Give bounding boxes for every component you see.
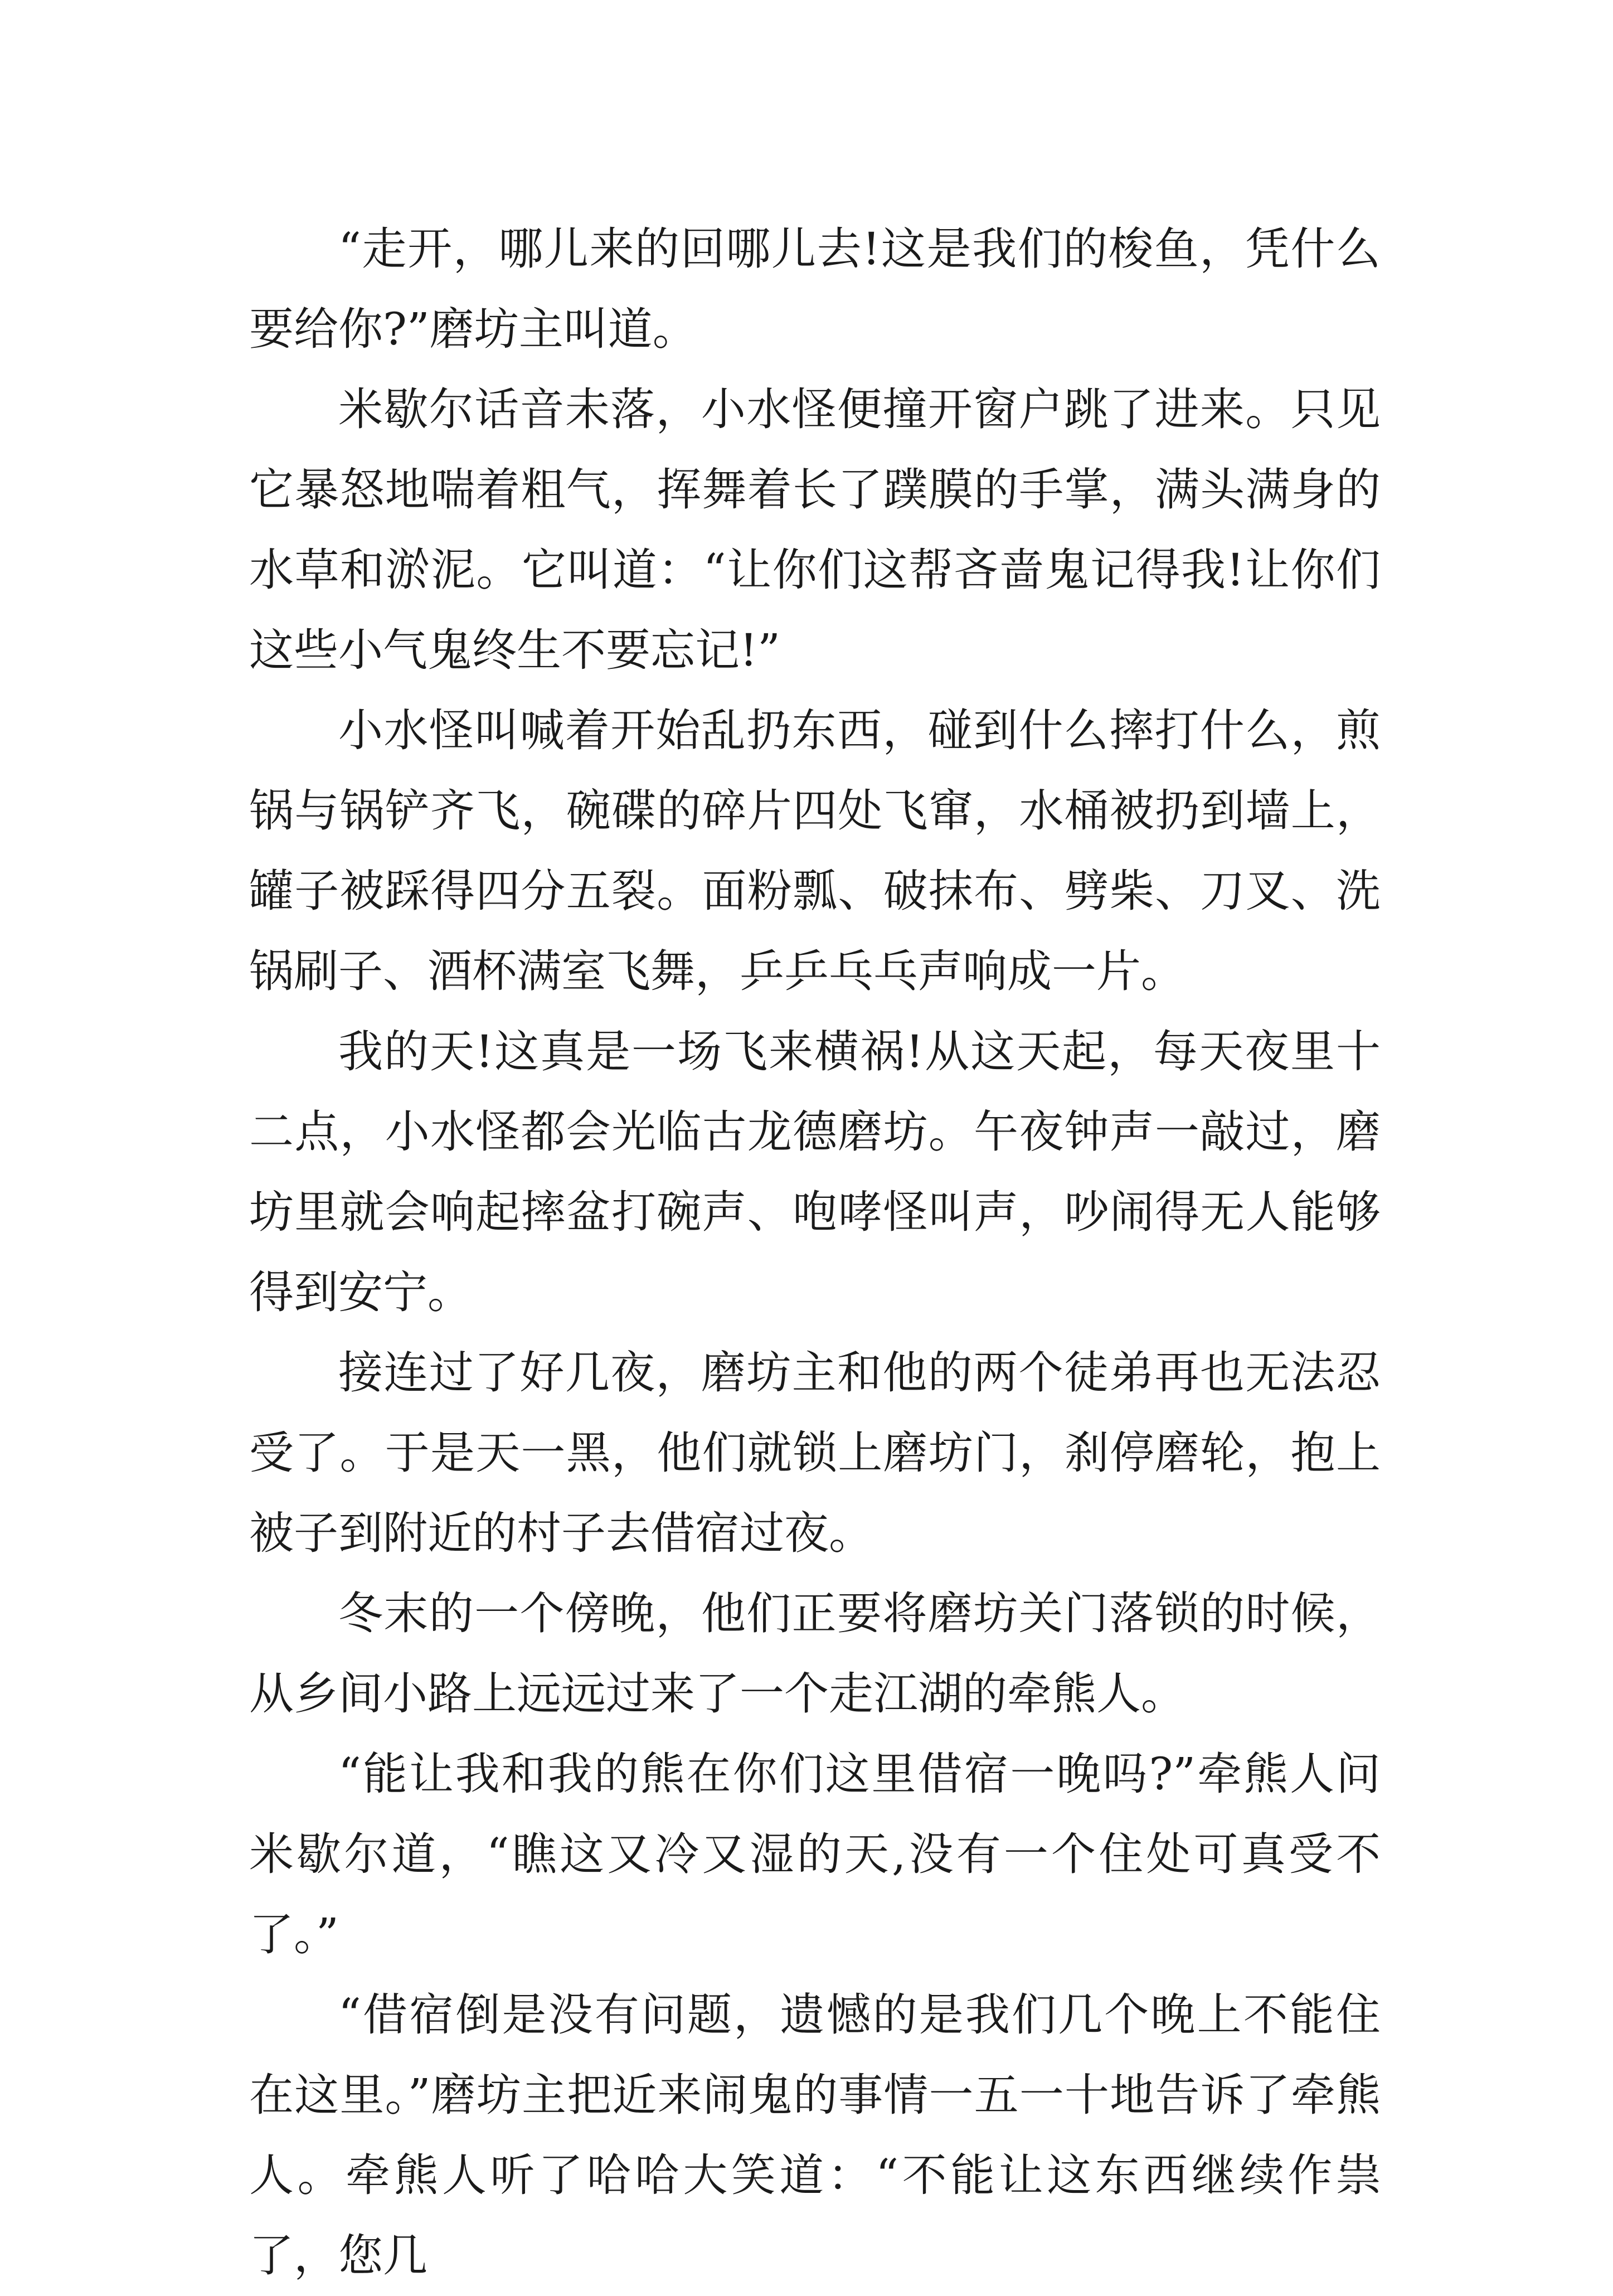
paragraph-5: 接连过了好几夜，磨坊主和他的两个徒弟再也无法忍受了。于是天一黑，他们就锁上磨坊门，刹停磨轮，抱上被子到附近的村子去借宿过夜。: [249, 1347, 1381, 1559]
paragraph-4: 我的天!这真是一场飞来横祸!从这天起，每天夜里十二点，小水怪都会光临古龙德磨坊。午夜钟声一敲过，磨坊里就会响起摔盆打碗声、咆哮怪叫声，吵闹得无人能够得到安宁。: [249, 1026, 1381, 1318]
paragraph-1: “走开，哪儿来的回哪儿去!这是我们的梭鱼，凭什么要给你?”磨坊主叫道。: [249, 223, 1381, 355]
paragraph-2: 米歇尔话音未落，小水怪便撞开窗户跳了进来。只见它暴怒地喘着粗气，挥舞着长了蹼膜的手掌，满头满身的水草和淤泥。它叫道：“让你们这帮吝啬鬼记得我!让你们这些小气鬼终生不要忘记!”: [249, 384, 1381, 676]
paragraph-7: “能让我和我的熊在你们这里借宿一晚吗?”牵熊人问米歇尔道，“瞧这又冷又湿的天,没有一个住处可真受不了。”: [249, 1748, 1381, 1960]
body-text: [249, 209, 1381, 2296]
paragraph-6: 冬末的一个傍晚，他们正要将磨坊关门落锁的时候，从乡间小路上远远过来了一个走江湖的牵熊人。: [249, 1588, 1381, 1720]
paragraph-3: 小水怪叫喊着开始乱扔东西，碰到什么摔打什么，煎锅与锅铲齐飞，碗碟的碎片四处飞窜，水桶被扔到墙上，罐子被踩得四分五裂。面粉瓢、破抹布、劈柴、刀叉、洗锅刷子、酒杯满室飞舞，乒乒乓乓声响成一片。: [249, 705, 1381, 997]
paragraph-8: “借宿倒是没有问题，遗憾的是我们几个晚上不能住在这里。”磨坊主把近来闹鬼的事情一五一十地告诉了牵熊人。牵熊人听了哈哈大笑道：“不能让这东西继续作祟了，您几: [249, 1989, 1381, 2282]
